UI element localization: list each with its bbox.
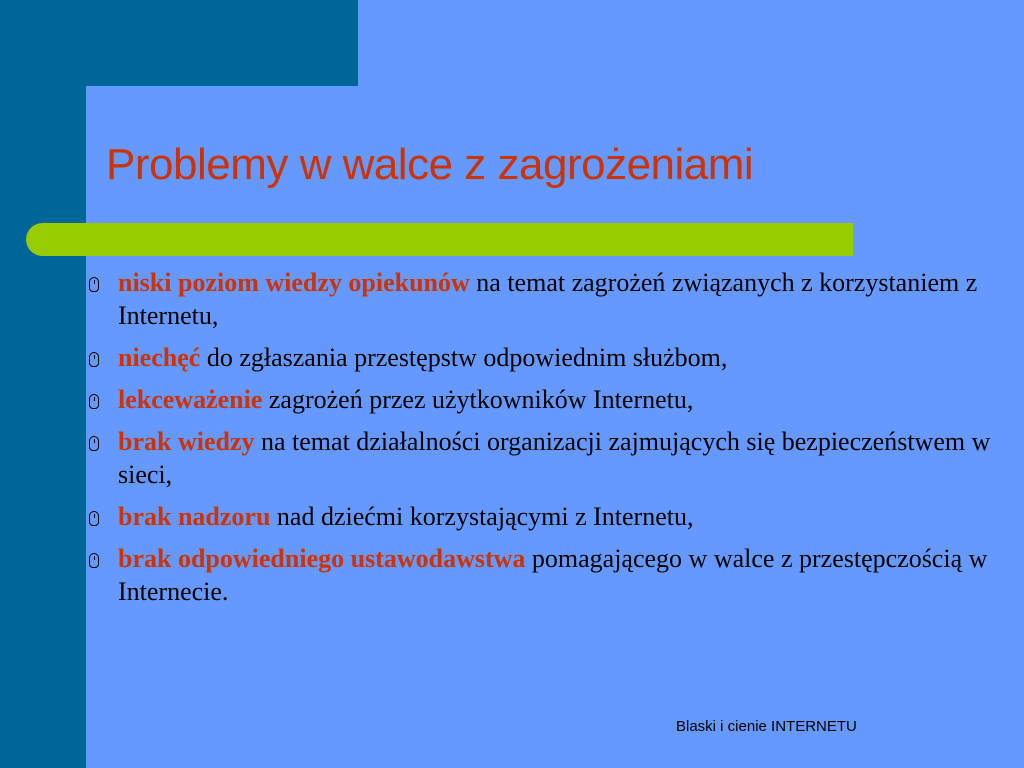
- background-frame-left: [0, 0, 86, 768]
- mouse-icon: [89, 352, 99, 367]
- bullet-emphasis: brak odpowiedniego ustawodawstwa: [118, 544, 526, 573]
- mouse-icon: [89, 394, 99, 409]
- slide-title: Problemy w walce z zagrożeniami: [106, 140, 754, 189]
- mouse-icon: [89, 277, 99, 292]
- mouse-icon: [89, 511, 99, 526]
- bullet-emphasis: brak wiedzy: [118, 427, 255, 456]
- bullet-emphasis: brak nadzoru: [118, 502, 271, 531]
- bullet-emphasis: niski poziom wiedzy opiekunów: [118, 268, 470, 297]
- bullet-text: do zgłaszania przestępstw odpowiednim służbom,: [200, 343, 728, 372]
- mouse-icon: [89, 553, 99, 568]
- bullet-list: [86, 266, 1016, 617]
- list-item: [86, 383, 1016, 416]
- bullet-text: zagrożeń przez użytkowników Internetu,: [262, 385, 694, 414]
- bullet-emphasis: niechęć: [118, 343, 201, 372]
- bullet-emphasis: lekceważenie: [118, 385, 263, 414]
- list-item: [86, 542, 1016, 608]
- mouse-icon: [89, 436, 99, 451]
- list-item: [86, 266, 1016, 332]
- bullet-text: nad dziećmi korzystającymi z Internetu,: [270, 502, 694, 531]
- bullet-text: na temat zagrożeń związanych z korzystaniem z Internetu,: [118, 268, 978, 330]
- accent-bar: [26, 223, 853, 256]
- bullet-text: pomagającego w walce z przestępczością w Internecie.: [118, 544, 988, 606]
- list-item: [86, 425, 1016, 491]
- slide-footer: Blaski i cienie INTERNETU: [676, 718, 857, 735]
- background-frame-top: [0, 0, 358, 86]
- bullet-text: na temat działalności organizacji zajmujących się bezpieczeństwem w sieci,: [118, 427, 991, 489]
- list-item: [86, 500, 1016, 533]
- list-item: [86, 341, 1016, 374]
